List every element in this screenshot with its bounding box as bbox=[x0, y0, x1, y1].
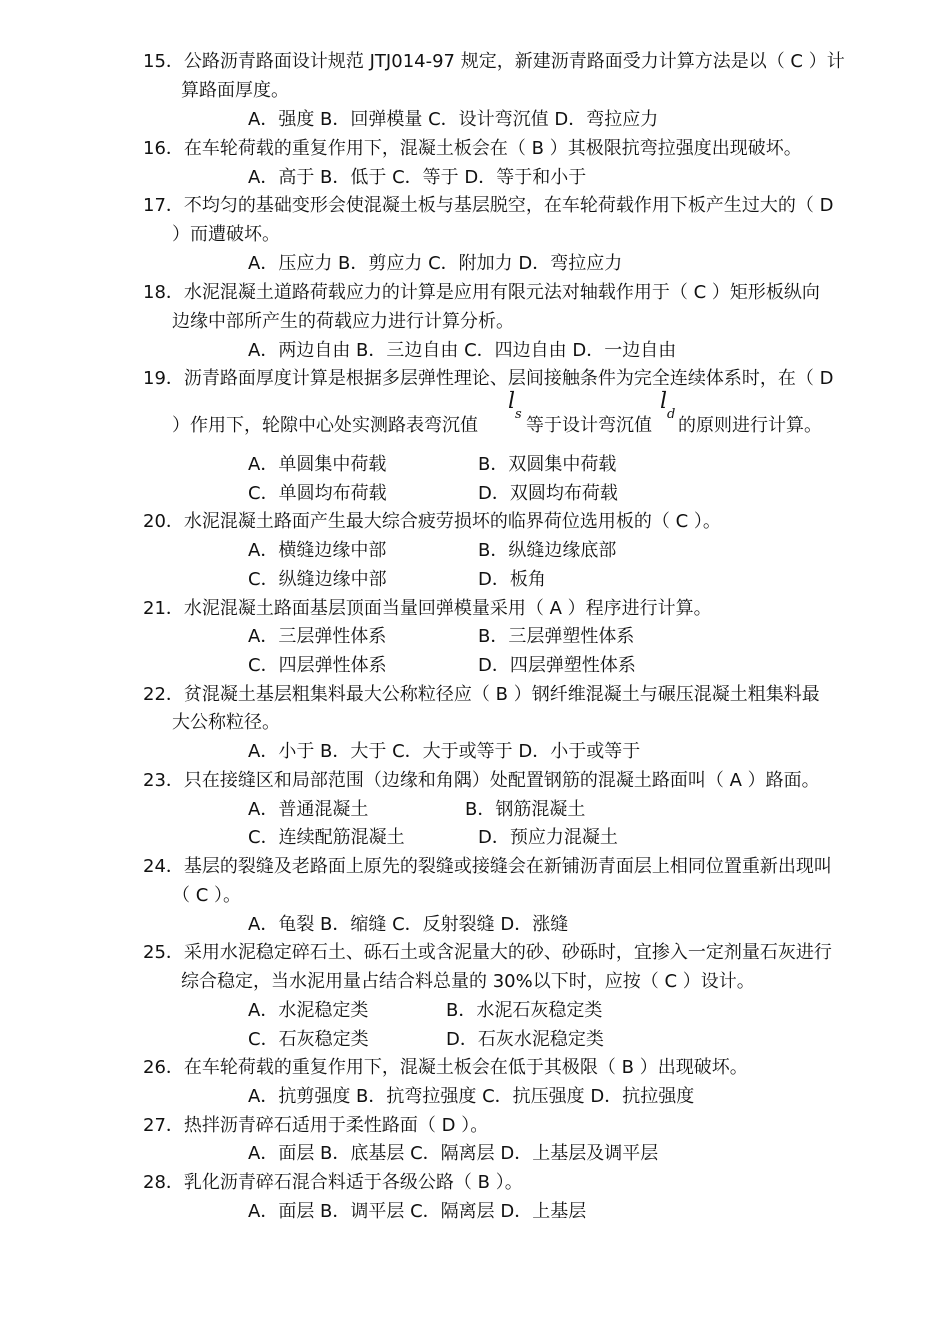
symbol-subscript-s: s bbox=[515, 407, 522, 422]
question-17-text: 17．不均匀的基础变形会使混凝土板与基层脱空，在车轮荷载作用下板产生过大的（ D bbox=[143, 195, 834, 216]
question-18-options: A．两边自由 B．三边自由 C．四边自由 D．一边自由 bbox=[248, 340, 677, 361]
question-19-text: 19．沥青路面厚度计算是根据多层弹性理论、层间接触条件为完全连续体系时，在（ D bbox=[143, 368, 834, 389]
question-27-options: A．面层 B．底基层 C．隔离层 D．上基层及调平层 bbox=[248, 1143, 659, 1164]
question-21-text: 21．水泥混凝土路面基层顶面当量回弹模量采用（ A ）程序进行计算。 bbox=[143, 598, 712, 619]
question-28-options: A．面层 B．调平层 C．隔离层 D．上基层 bbox=[248, 1201, 587, 1222]
question-23-option-b: B．钢筋混凝土 bbox=[465, 799, 586, 820]
question-28-text: 28．乳化沥青碎石混合料适于各级公路（ B ）。 bbox=[143, 1172, 523, 1193]
question-27-text: 27．热拌沥青碎石适用于柔性路面（ D ）。 bbox=[143, 1115, 489, 1136]
question-25-option-c: C．石灰稳定类 bbox=[248, 1029, 369, 1050]
question-25-text-cont: 综合稳定，当水泥用量占结合料总量的 30%以下时，应按（ C ）设计。 bbox=[181, 971, 755, 992]
question-26-text: 26．在车轮荷载的重复作用下，混凝土板会在低于其极限（ B ）出现破坏。 bbox=[143, 1057, 748, 1078]
symbol-l-d: l bbox=[660, 389, 668, 414]
question-24-options: A．龟裂 B．缩缝 C．反射裂缝 D．涨缝 bbox=[248, 914, 569, 935]
question-15-options: A．强度 B．回弹模量 C．设计弯沉值 D．弯拉应力 bbox=[248, 109, 659, 130]
question-20-option-c: C．纵缝边缘中部 bbox=[248, 569, 387, 590]
question-19-option-b: B．双圆集中荷载 bbox=[478, 454, 617, 475]
question-19-option-d: D．双圆均布荷载 bbox=[478, 483, 618, 504]
question-19-text-b: 等于设计弯沉值 bbox=[526, 415, 652, 436]
question-20-text: 20．水泥混凝土路面产生最大综合疲劳损坏的临界荷位选用板的（ C ）。 bbox=[143, 511, 721, 532]
question-16-options: A．高于 B．低于 C．等于 D．等于和小于 bbox=[248, 167, 587, 188]
question-22-text: 22．贫混凝土基层粗集料最大公称粒径应（ B ）钢纤维混凝土与碾压混凝土粗集料最 bbox=[143, 684, 820, 705]
question-21-option-d: D．四层弹塑性体系 bbox=[478, 655, 636, 676]
question-17-options: A．压应力 B．剪应力 C．附加力 D．弯拉应力 bbox=[248, 253, 623, 274]
question-22-text-cont: 大公称粒径。 bbox=[172, 712, 280, 733]
question-21-option-b: B．三层弹塑性体系 bbox=[478, 626, 635, 647]
question-19-text-c: 的原则进行计算。 bbox=[678, 415, 822, 436]
question-23-option-d: D．预应力混凝土 bbox=[478, 827, 618, 848]
question-23-option-c: C．连续配筋混凝土 bbox=[248, 827, 405, 848]
question-19-text-a: ）作用下，轮隙中心处实测路表弯沉值 bbox=[172, 415, 478, 436]
question-25-option-d: D．石灰水泥稳定类 bbox=[446, 1029, 604, 1050]
question-20-option-d: D．板角 bbox=[478, 569, 546, 590]
question-23-text: 23．只在接缝区和局部范围（边缘和角隅）处配置钢筋的混凝土路面叫（ A ）路面。 bbox=[143, 770, 820, 791]
question-23-option-a: A．普通混凝土 bbox=[248, 799, 369, 820]
question-17-text-cont: ）而遭破坏。 bbox=[172, 224, 280, 245]
question-16-text: 16．在车轮荷载的重复作用下，混凝土板会在（ B ）其极限抗弯拉强度出现破坏。 bbox=[143, 138, 802, 159]
question-26-options: A．抗剪强度 B．抗弯拉强度 C．抗压强度 D．抗拉强度 bbox=[248, 1086, 695, 1107]
question-22-options: A．小于 B．大于 C．大于或等于 D．小于或等于 bbox=[248, 741, 641, 762]
question-15-text-cont: 算路面厚度。 bbox=[181, 80, 289, 101]
question-25-option-b: B．水泥石灰稳定类 bbox=[446, 1000, 603, 1021]
question-20-option-b: B．纵缝边缘底部 bbox=[478, 540, 617, 561]
question-18-text-cont: 边缘中部所产生的荷载应力进行计算分析。 bbox=[172, 311, 514, 332]
question-21-option-a: A．三层弹性体系 bbox=[248, 626, 387, 647]
symbol-subscript-d: d bbox=[667, 407, 676, 422]
question-19-option-c: C．单圆均布荷载 bbox=[248, 483, 387, 504]
question-25-text: 25．采用水泥稳定碎石土、砾石土或含泥量大的砂、砂砾时，宜掺入一定剂量石灰进行 bbox=[143, 942, 832, 963]
question-24-text-cont: （ C ）。 bbox=[172, 885, 242, 906]
question-24-text: 24．基层的裂缝及老路面上原先的裂缝或接缝会在新铺沥青面层上相同位置重新出现叫 bbox=[143, 856, 832, 877]
question-21-option-c: C．四层弹性体系 bbox=[248, 655, 387, 676]
question-20-option-a: A．横缝边缘中部 bbox=[248, 540, 387, 561]
question-25-option-a: A．水泥稳定类 bbox=[248, 1000, 369, 1021]
question-19-option-a: A．单圆集中荷载 bbox=[248, 454, 387, 475]
question-18-text: 18．水泥混凝土道路荷载应力的计算是应用有限元法对轴载作用于（ C ）矩形板纵向 bbox=[143, 282, 820, 303]
symbol-l-s: l bbox=[508, 389, 516, 414]
question-15-text: 15．公路沥青路面设计规范 JTJ014-97 规定，新建沥青路面受力计算方法是以（ C ）计 bbox=[143, 51, 845, 72]
